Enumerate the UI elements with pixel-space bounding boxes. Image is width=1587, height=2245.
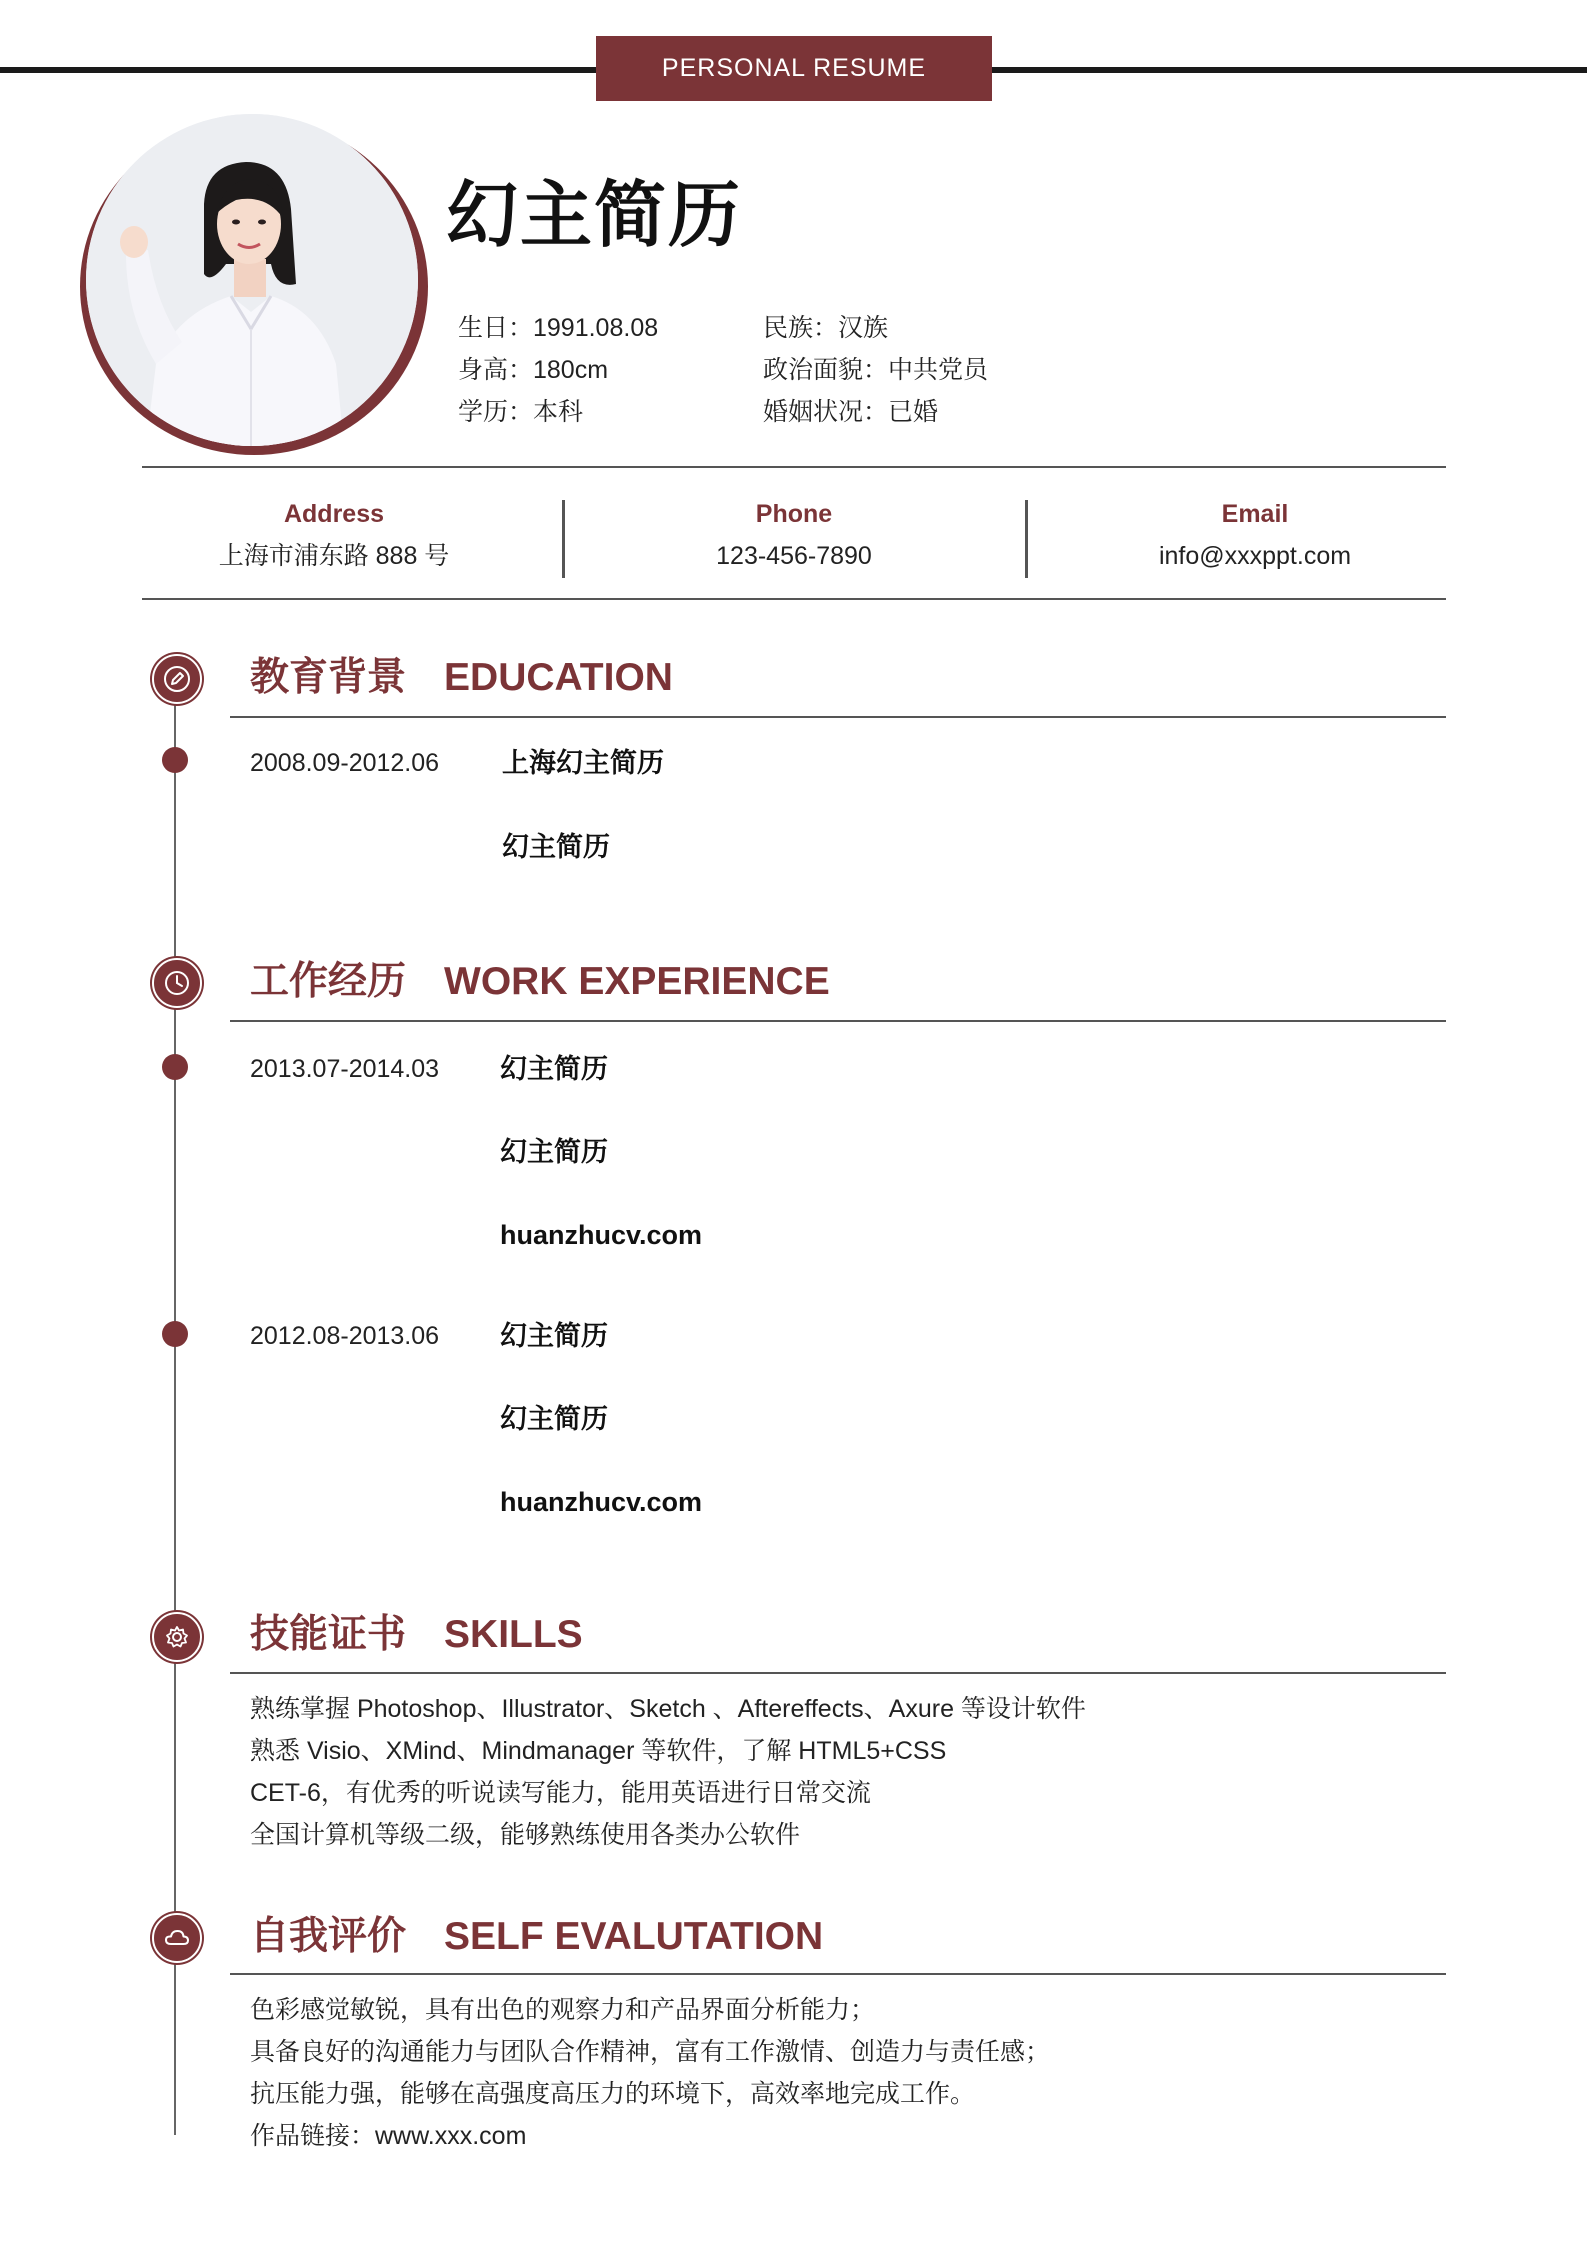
work-position: 幻主简历 [500,1137,608,1167]
info-height: 身高：180cm [458,356,609,384]
skills-line: 熟练掌握 Photoshop、Illustrator、Sketch 、Aftereffects、Axure 等设计软件 [250,1695,1086,1723]
contact-bottom-rule [142,598,1446,600]
cloud-icon [152,1913,202,1963]
skills-list [250,1688,1440,1856]
work-date: 2013.07-2014.03 [250,1055,440,1083]
skills-line: 熟悉 Visio、XMind、Mindmanager 等软件，了解 HTML5+CSS [250,1737,947,1765]
info-political-status: 政治面貌：中共党员 [763,356,989,384]
work-company: 幻主简历 [500,1054,608,1084]
work-title-cn: 工作经历 [250,960,407,1003]
work-link: huanzhucv.com [500,1487,703,1517]
self-line: 具备良好的沟通能力与团队合作精神，富有工作激情、创造力与责任感； [250,2038,1051,2066]
info-education: 学历：本科 [458,398,584,426]
pencil-icon [152,654,202,704]
work-company: 幻主简历 [500,1321,608,1351]
email-value: info@xxxppt.com [1158,542,1352,570]
self-list [250,1989,1440,2157]
info-marital-status: 婚姻状况：已婚 [763,398,939,426]
skills-line: CET-6，有优秀的听说读写能力，能用英语进行日常交流 [250,1779,871,1807]
work-title-en: WORK EXPERIENCE [444,960,830,1003]
education-school: 上海幻主简历 [502,748,664,778]
self-rule [230,1973,1446,1975]
education-rule [230,716,1446,718]
address-label: Address [283,500,385,528]
contact-divider [1025,500,1028,578]
portrait-image [86,114,418,446]
work-title [250,962,830,1001]
email-label: Email [1221,500,1289,528]
contact-divider [562,500,565,578]
education-title-cn: 教育背景 [250,656,407,699]
work-link: huanzhucv.com [500,1220,703,1250]
info-ethnicity: 民族：汉族 [763,314,889,342]
skills-rule [230,1672,1446,1674]
self-title [250,1917,823,1956]
skills-title-en: SKILLS [444,1613,583,1656]
skills-title [250,1615,583,1654]
timeline-dot [162,1054,188,1080]
self-title-en: SELF EVALUTATION [444,1915,824,1958]
address-value: 上海市浦东路 888 号 [218,542,450,570]
resume-tag: PERSONAL RESUME [596,36,992,101]
work-position: 幻主简历 [500,1404,608,1434]
self-line: 抗压能力强，能够在高强度高压力的环境下，高效率地完成工作。 [250,2080,976,2108]
timeline-dot [162,1321,188,1347]
phone-label: Phone [755,500,833,528]
work-rule [230,1020,1446,1022]
work-date: 2012.08-2013.06 [250,1322,440,1350]
education-date: 2008.09-2012.06 [250,749,440,777]
contact-top-rule [142,466,1446,468]
education-title [250,658,673,697]
education-title-en: EDUCATION [444,656,673,699]
education-major: 幻主简历 [502,832,610,862]
self-line: 色彩感觉敏锐，具有出色的观察力和产品界面分析能力； [250,1996,876,2024]
phone-value: 123-456-7890 [716,542,872,570]
avatar [86,114,418,446]
portfolio-link[interactable]: 作品链接：www.xxx.com [250,2122,527,2150]
timeline-dot [162,747,188,773]
info-birthday: 生日：1991.08.08 [458,314,659,342]
skills-title-cn: 技能证书 [250,1613,407,1656]
candidate-name: 幻主简历 [446,176,743,256]
gear-icon [152,1612,202,1662]
skills-line: 全国计算机等级二级，能够熟练使用各类办公软件 [250,1821,801,1849]
clock-icon [152,958,202,1008]
self-title-cn: 自我评价 [250,1915,407,1958]
